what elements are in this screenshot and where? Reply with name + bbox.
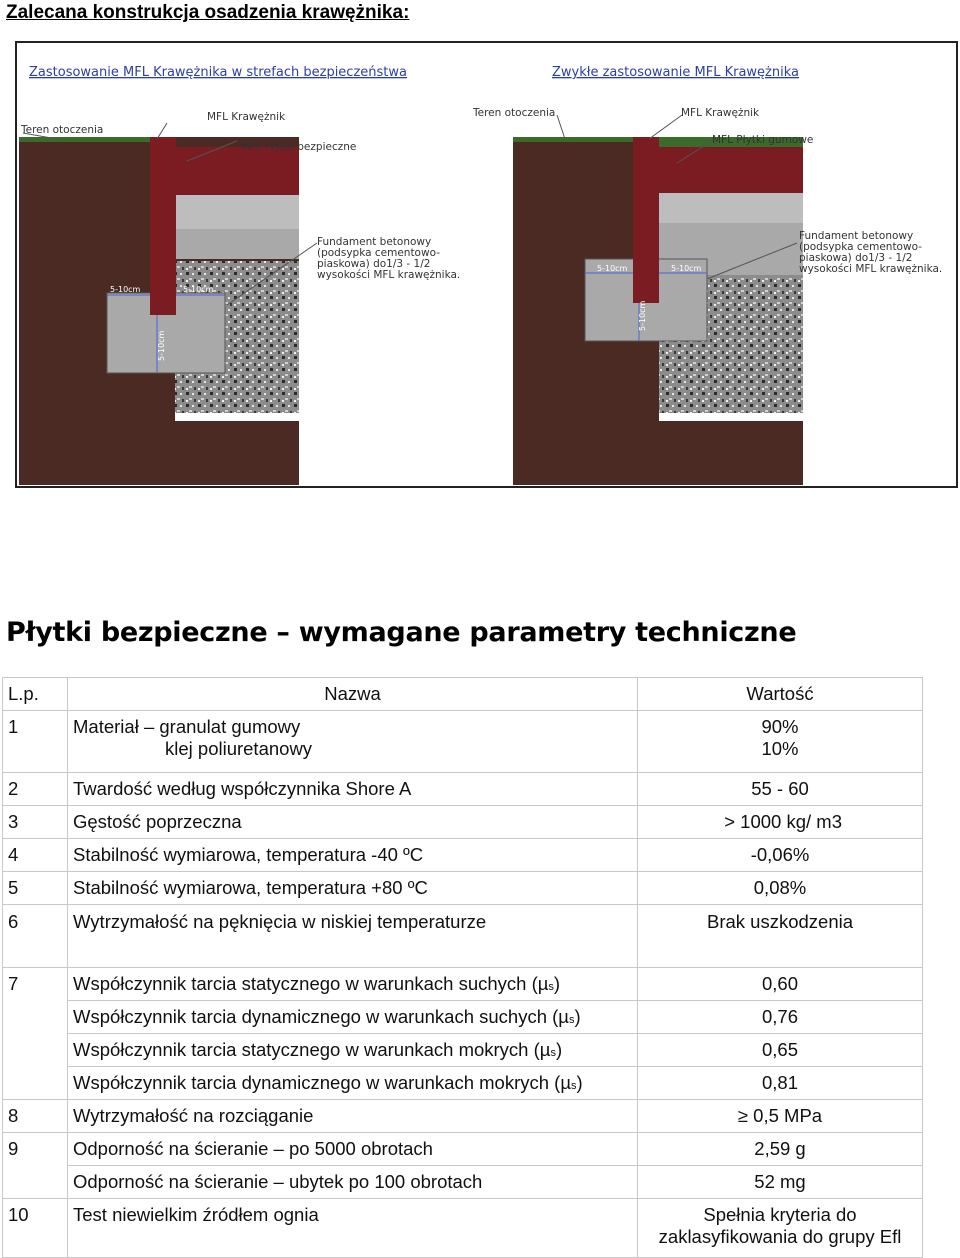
cell-value	[638, 711, 923, 773]
construction-diagram	[15, 41, 958, 488]
cell-value: -0,06%	[638, 839, 923, 872]
table-row	[3, 839, 923, 872]
header-name: Nazwa	[68, 678, 638, 711]
right-dim-b: 5-10cm	[671, 264, 702, 273]
left-foundation-1: Fundament betonowy	[317, 236, 432, 248]
table-header-row	[3, 678, 923, 711]
right-dim-c: 5-10cm	[638, 300, 647, 331]
left-tiles-label: MFL Płytki bezpieczne	[241, 141, 357, 153]
left-title: Zastosowanie MFL Krawężnika w strefach bezpieczeństwa	[29, 65, 407, 80]
table-row	[3, 1067, 923, 1100]
cell-name: Test niewielkim źródłem ognia	[68, 1199, 638, 1258]
cell-lp: 7	[3, 968, 68, 1100]
cell-value-line2: zaklasyfikowania do grupy Efl	[658, 1226, 902, 1247]
table-row	[3, 872, 923, 905]
left-foundation-4: wysokości MFL krawężnika.	[317, 269, 461, 281]
table-row	[3, 1100, 923, 1133]
table-row	[3, 1034, 923, 1067]
table-row	[3, 806, 923, 839]
cell-name: Współczynnik tarcia dynamicznego w warunkach suchych (µs)	[68, 1001, 638, 1034]
cell-name: Stabilność wymiarowa, temperatura -40 ºC	[68, 839, 638, 872]
cell-name: Gęstość poprzeczna	[68, 806, 638, 839]
section-title: Płytki bezpieczne – wymagane parametry techniczne	[6, 617, 797, 648]
left-dim-b: 5-10cm	[183, 285, 214, 294]
left-dim-a: 5-10cm	[110, 285, 141, 294]
cell-name: Współczynnik tarcia statycznego w warunkach suchych (µs)	[68, 968, 638, 1001]
right-tiles-label: MFL Płytki gumowe	[712, 134, 814, 146]
cell-value-line1: 90%	[761, 716, 799, 737]
cell-lp: 5	[3, 872, 68, 905]
cell-value: 52 mg	[638, 1166, 923, 1199]
left-schematic	[19, 123, 317, 485]
cell-name-line1: Materiał – granulat gumowy	[73, 716, 301, 737]
cell-value: 0,65	[638, 1034, 923, 1067]
cell-name: Wytrzymałość na pęknięcia w niskiej temperaturze	[68, 905, 638, 968]
left-foundation-3: piaskowa) do1/3 - 1/2	[317, 258, 431, 270]
right-terrain-label: Teren otoczenia	[473, 107, 556, 119]
right-foundation-3: piaskowa) do1/3 - 1/2	[799, 252, 913, 264]
cell-value-line2: 10%	[761, 738, 799, 759]
header-value: Wartość	[638, 678, 923, 711]
cell-lp: 4	[3, 839, 68, 872]
cell-value: 0,76	[638, 1001, 923, 1034]
cell-lp: 9	[3, 1133, 68, 1199]
cell-value: 0,60	[638, 968, 923, 1001]
page-heading: Zalecana konstrukcja osadzenia krawężnika:	[6, 2, 410, 23]
cell-lp: 3	[3, 806, 68, 839]
table-row	[3, 1166, 923, 1199]
cell-name	[68, 711, 638, 773]
cell-value: Brak uszkodzenia	[638, 905, 923, 968]
right-foundation-4: wysokości MFL krawężnika.	[799, 263, 943, 275]
cell-value: > 1000 kg/ m3	[638, 806, 923, 839]
left-foundation-2: (podsypka cementowo-	[317, 247, 440, 259]
cell-name-line2: klej poliuretanowy	[165, 738, 313, 759]
cell-name: Współczynnik tarcia dynamicznego w warunkach mokrych (µs)	[68, 1067, 638, 1100]
right-schematic	[513, 115, 803, 485]
cell-name: Odporność na ścieranie – po 5000 obrotach	[68, 1133, 638, 1166]
header-lp: L.p.	[3, 678, 68, 711]
table-row	[3, 711, 923, 773]
cell-name: Odporność na ścieranie – ubytek po 100 obrotach	[68, 1166, 638, 1199]
cell-name: Wytrzymałość na rozciąganie	[68, 1100, 638, 1133]
right-foundation-1: Fundament betonowy	[799, 230, 914, 242]
cell-lp: 1	[3, 711, 68, 773]
table-row	[3, 1133, 923, 1166]
right-dim-a: 5-10cm	[597, 264, 628, 273]
diagram-canvas	[17, 43, 960, 490]
table-row	[3, 1001, 923, 1034]
cell-lp: 8	[3, 1100, 68, 1133]
right-foundation-2: (podsypka cementowo-	[799, 241, 922, 253]
cell-value: 55 - 60	[638, 773, 923, 806]
cell-value: ≥ 0,5 MPa	[638, 1100, 923, 1133]
cell-value	[638, 1199, 923, 1258]
cell-value: 2,59 g	[638, 1133, 923, 1166]
cell-lp: 2	[3, 773, 68, 806]
cell-name: Stabilność wymiarowa, temperatura +80 ºC	[68, 872, 638, 905]
table-row	[3, 905, 923, 968]
cell-name: Twardość według współczynnika Shore A	[68, 773, 638, 806]
cell-value-line1: Spełnia kryteria do	[703, 1204, 857, 1225]
right-title: Zwykłe zastosowanie MFL Krawężnika	[552, 65, 799, 80]
cell-value: 0,08%	[638, 872, 923, 905]
cell-lp: 6	[3, 905, 68, 968]
right-kerb-label: MFL Krawężnik	[681, 107, 760, 119]
table-row	[3, 773, 923, 806]
left-kerb-label: MFL Krawężnik	[207, 111, 286, 123]
table-row	[3, 1199, 923, 1258]
cell-lp: 10	[3, 1199, 68, 1258]
cell-value: 0,81	[638, 1067, 923, 1100]
left-dim-c: 5-10cm	[157, 330, 166, 361]
table-row	[3, 968, 923, 1001]
parameters-table	[2, 677, 923, 1258]
cell-name: Współczynnik tarcia statycznego w warunkach mokrych (µs)	[68, 1034, 638, 1067]
left-terrain-label: Teren otoczenia	[21, 124, 104, 136]
